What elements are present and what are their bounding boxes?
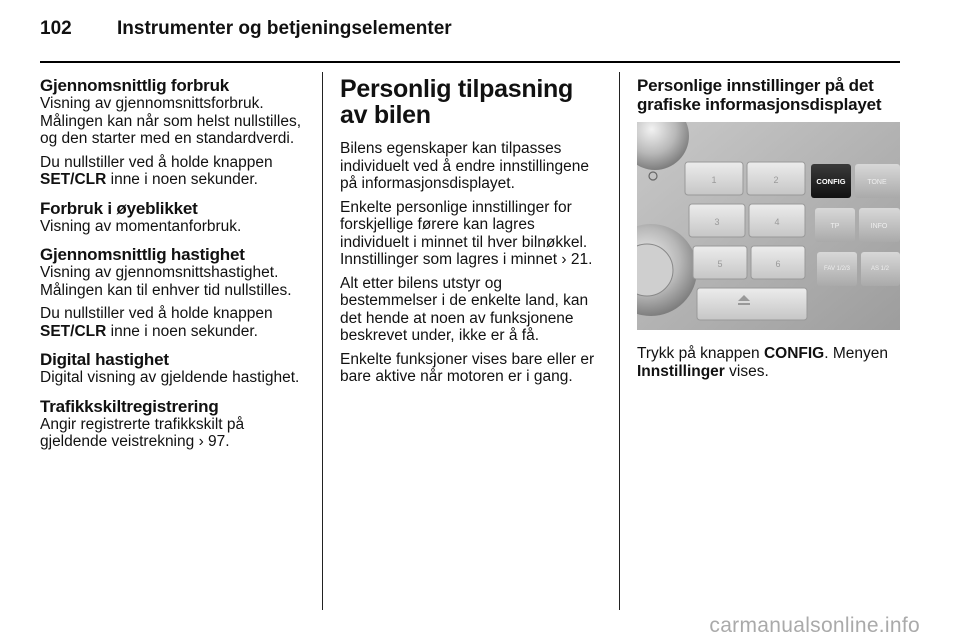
paragraph: Enkelte funksjoner vises bare eller er bare aktive når motoren er i gang.: [340, 350, 595, 385]
page-number: 102: [40, 18, 72, 39]
fav-label: FAV 1/2/3: [824, 266, 850, 272]
section-traffic-signs: [40, 397, 312, 451]
column-divider-right: [619, 72, 620, 610]
paragraph: Digital visning av gjeldende hastighet.: [40, 369, 300, 386]
paragraph: [40, 305, 312, 340]
paragraph: [340, 199, 602, 269]
section-instant-consumption: [40, 199, 312, 236]
page-reference-icon: ›: [561, 251, 567, 268]
section-digital-speed: [40, 350, 312, 387]
text: . Menyen: [824, 345, 888, 362]
preset-label-6: 6: [775, 259, 781, 269]
section-heading: Gjennomsnittlig forbruk: [40, 76, 230, 95]
paragraph: Alt etter bilens utstyr og bestemmelser i de enkelte land, kan det hende at noen av funksjonene beskrevet under, ikke er å få.: [340, 274, 589, 344]
page-reference-link[interactable]: 21.: [570, 251, 593, 268]
button-name: SET/CLR: [40, 322, 107, 340]
section-avg-speed: [40, 245, 312, 340]
section-heading: Gjennomsnittlig hastighet: [40, 245, 245, 264]
button-name: CONFIG: [763, 345, 825, 362]
paragraph: [40, 416, 312, 451]
text: vises.: [729, 362, 769, 380]
config-label: CONFIG: [816, 177, 846, 186]
menu-name: Innstillinger: [637, 362, 725, 380]
text: Du nullstiller ved å holde knappen: [40, 305, 273, 322]
section-title: Personlig tilpasning av bilen: [340, 75, 573, 129]
tp-label: TP: [830, 223, 840, 230]
text: inne i noen sekunder.: [110, 322, 258, 340]
page-reference-link[interactable]: 97.: [208, 433, 230, 450]
text: Enkelte personlige innstillinger for forskjellige førere kan lagres individuelt i minnet til hver bilnøkkel. Innstillinger som lagres i minnet: [340, 198, 588, 268]
photo-caption: [637, 345, 903, 380]
text: Angir registrerte trafikkskilt på gjeldende veistrekning: [40, 415, 245, 450]
section-heading: Personlige innstillinger på det grafiske informasjonsdisplayet: [637, 76, 882, 114]
section-heading: Trafikkskiltregistrering: [40, 396, 219, 416]
eject-button: [697, 288, 807, 320]
watermark: carmanualsonline.info: [709, 614, 920, 637]
paragraph: Bilens egenskaper kan tilpasses individuelt ved å endre innstillingene på informasjonsdisplayet.: [340, 140, 590, 192]
preset-label-2: 2: [773, 175, 779, 185]
preset-label-4: 4: [774, 217, 780, 227]
button-name: SET/CLR: [40, 171, 107, 188]
column-divider-left: [322, 72, 323, 610]
page-reference-icon: ›: [198, 433, 204, 450]
text: Trykk på knappen: [637, 345, 760, 362]
info-label: INFO: [870, 223, 888, 230]
control-panel-photo: [637, 122, 900, 330]
section-heading: Digital hastighet: [40, 350, 169, 369]
chapter-title: Instrumenter og betjeningselementer: [117, 18, 452, 39]
preset-label-5: 5: [717, 259, 723, 269]
right-column: [637, 76, 903, 386]
preset-label-1: 1: [711, 175, 717, 185]
preset-label-3: 3: [714, 217, 720, 227]
paragraph: [40, 154, 312, 189]
text: inne i noen sekunder.: [110, 171, 258, 188]
left-column: [40, 76, 312, 461]
header-rule: [40, 61, 900, 63]
tone-label: TONE: [867, 179, 887, 186]
text: Du nullstiller ved å holde knappen: [40, 153, 273, 171]
as-label: AS 1/2: [870, 266, 890, 272]
middle-column: [340, 76, 602, 392]
section-heading: Forbruk i øyeblikket: [40, 198, 198, 218]
paragraph: Visning av gjennomsnittshastighet. Målingen kan til enhver tid nullstilles.: [40, 264, 292, 299]
paragraph: Visning av gjennomsnittsforbruk. Målingen kan når som helst nullstilles, og den starter med en standardverdi.: [40, 95, 302, 147]
paragraph: Visning av momentanforbruk.: [40, 217, 242, 235]
section-avg-consumption: [40, 76, 312, 189]
